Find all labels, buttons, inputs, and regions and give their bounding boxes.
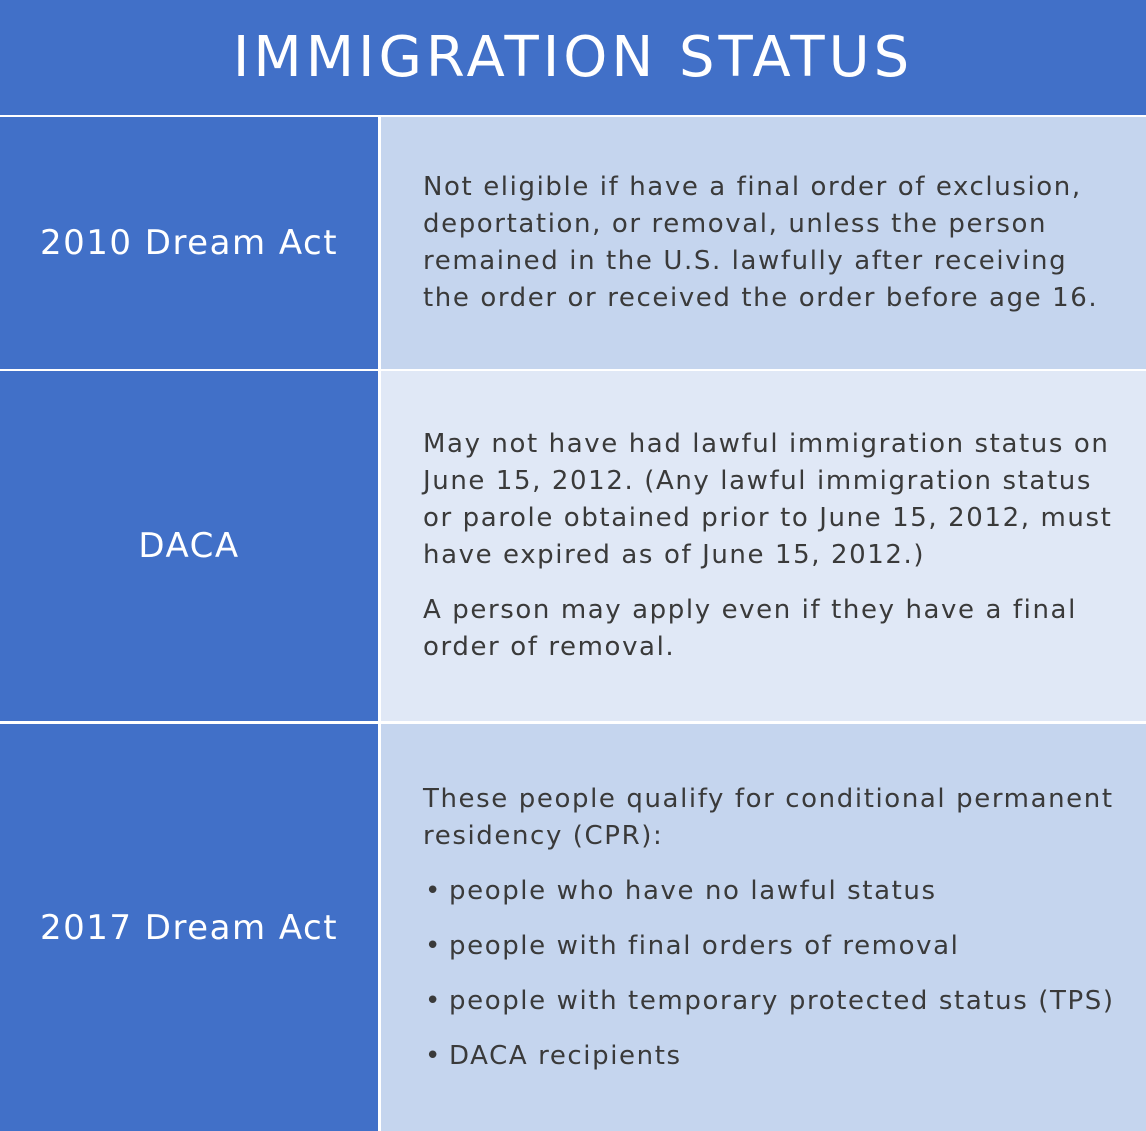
list-item-text: people with temporary protected status (TPS) [449,985,1115,1016]
row-content-2010-dream-act [381,117,1146,369]
row-label-2010-dream-act: 2010 Dream Act [0,117,378,369]
row-content-2017-dream-act [381,724,1146,1131]
bullet-icon: • [425,930,442,961]
list-item [423,928,1122,965]
table-title: IMMIGRATION STATUS [0,0,1146,115]
row-intro-paragraph: These people qualify for conditional permanent residency (CPR): [423,783,1114,851]
list-item [423,873,1122,910]
row-content-daca [381,371,1146,721]
list-item-text: people with final orders of removal [449,930,960,961]
table-row-2017-dream-act [0,724,1146,1131]
bullet-icon: • [425,985,442,1016]
list-item-text: DACA recipients [449,1040,682,1071]
qualifying-groups-list [423,873,1122,1075]
bullet-icon: • [425,875,442,906]
table-row-daca [0,371,1146,721]
row-paragraph: May not have had lawful immigration status on June 15, 2012. (Any lawful immigration status or parole obtained prior to June 15, 2012, must have expired as of June 15, 2012.) [423,429,1113,570]
row-label-2017-dream-act: 2017 Dream Act [0,724,378,1131]
bullet-icon: • [425,1040,442,1071]
list-item [423,983,1122,1020]
row-label-daca: DACA [0,371,378,721]
row-paragraph: Not eligible if have a final order of exclusion, deportation, or removal, unless the person remained in the U.S. lawfully after receiving the order or received the order before age 16. [423,172,1099,313]
list-item [423,1038,1122,1075]
list-item-text: people who have no lawful status [449,875,937,906]
row-paragraph: A person may apply even if they have a final order of removal. [423,595,1077,662]
table-row-2010-dream-act [0,117,1146,369]
